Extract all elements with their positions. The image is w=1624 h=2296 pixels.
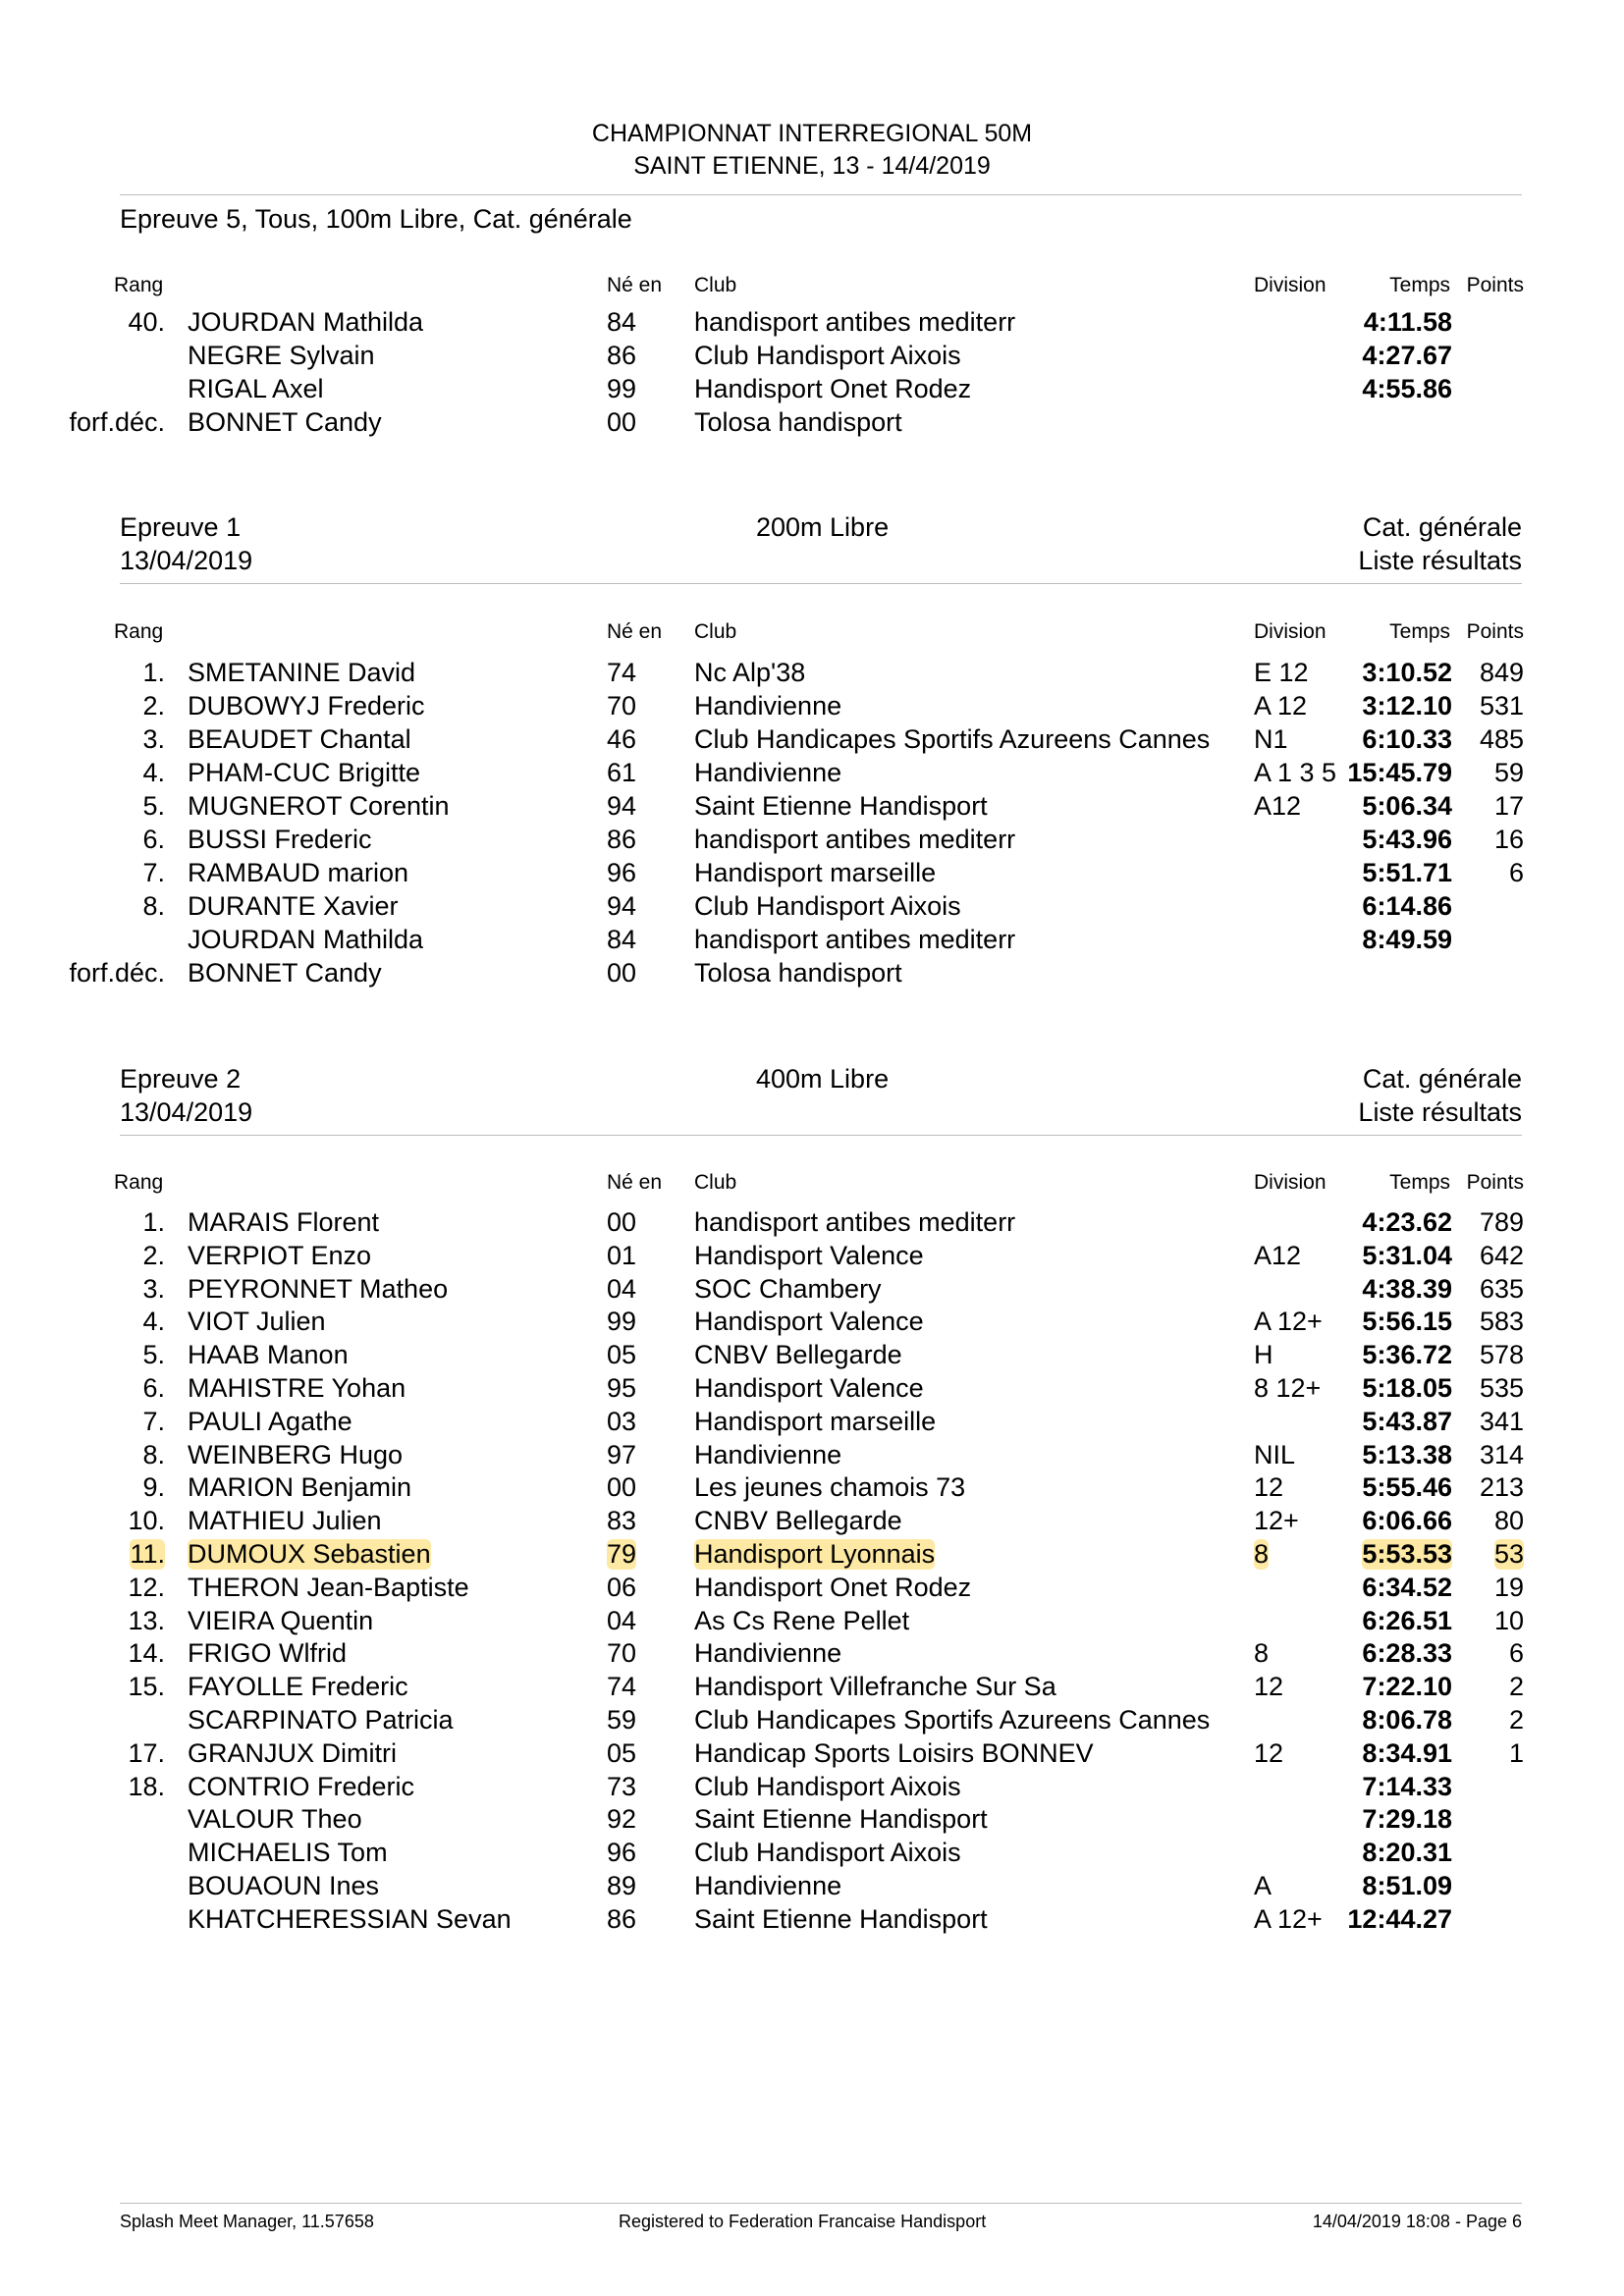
swim-time: 4:11.58 <box>1363 307 1452 337</box>
birth-year: 00 <box>607 1207 637 1237</box>
col-header-club: Club <box>694 620 737 643</box>
birth-year: 61 <box>607 758 637 787</box>
birth-year: 74 <box>607 658 637 687</box>
swim-time: 3:12.10 <box>1362 691 1452 721</box>
division: H <box>1254 1340 1273 1369</box>
club-name: Handisport marseille <box>694 1407 937 1436</box>
table-row <box>0 1804 1624 1838</box>
points: 53 <box>1493 1539 1524 1569</box>
col-header-points: Points <box>1466 1171 1524 1194</box>
athlete-name: VALOUR Theo <box>188 1804 362 1834</box>
division: 12 <box>1254 1672 1284 1701</box>
birth-year: 92 <box>607 1804 637 1834</box>
result-rank: 2. <box>142 1241 165 1270</box>
table-row <box>0 925 1624 958</box>
col-header-points: Points <box>1466 274 1524 296</box>
club-name: Club Handisport Aixois <box>694 891 961 921</box>
meet-location-date: SAINT ETIENNE, 13 - 14/4/2019 <box>633 152 991 180</box>
swim-time: 6:28.33 <box>1362 1638 1452 1668</box>
athlete-name: MAHISTRE Yohan <box>188 1373 406 1403</box>
division: N1 <box>1254 724 1288 754</box>
athlete-name: KHATCHERESSIAN Sevan <box>188 1904 512 1934</box>
col-header-division: Division <box>1254 620 1326 643</box>
athlete-name: FAYOLLE Frederic <box>188 1672 408 1701</box>
division: A12 <box>1254 1241 1302 1270</box>
athlete-name: BONNET Candy <box>188 407 382 437</box>
swim-time: 8:34.91 <box>1362 1738 1452 1768</box>
swim-time: 5:56.15 <box>1362 1307 1452 1336</box>
col-header-club: Club <box>694 274 737 296</box>
result-rank: 14. <box>128 1638 165 1668</box>
col-header-birth: Né en <box>607 620 663 643</box>
athlete-name: FRIGO Wlfrid <box>188 1638 347 1668</box>
swim-time: 7:29.18 <box>1362 1804 1452 1834</box>
table-row <box>0 1838 1624 1871</box>
table-row <box>0 1407 1624 1440</box>
athlete-name: PEYRONNET Matheo <box>188 1274 449 1304</box>
club-name: Tolosa handisport <box>694 958 902 988</box>
event5-heading: Epreuve 5, Tous, 100m Libre, Cat. générale <box>120 204 632 234</box>
athlete-name: MARION Benjamin <box>188 1472 412 1502</box>
club-name: Handivienne <box>694 758 842 787</box>
table-row <box>0 825 1624 858</box>
table-row <box>0 341 1624 374</box>
division: A <box>1254 1871 1272 1900</box>
club-name: handisport antibes mediterr <box>694 925 1016 954</box>
division: 8 <box>1254 1638 1270 1668</box>
birth-year: 05 <box>607 1738 637 1768</box>
swim-time: 12:44.27 <box>1347 1904 1452 1934</box>
result-rank: 5. <box>142 1340 165 1369</box>
result-rank: 10. <box>128 1506 165 1535</box>
points: 10 <box>1493 1606 1524 1635</box>
athlete-name: VIOT Julien <box>188 1307 326 1336</box>
col-header-club: Club <box>694 1171 737 1194</box>
swim-time: 4:27.67 <box>1362 341 1452 370</box>
swim-time: 8:06.78 <box>1362 1705 1452 1735</box>
birth-year: 95 <box>607 1373 637 1403</box>
title-divider <box>120 194 1522 195</box>
table-row <box>0 691 1624 724</box>
birth-year: 99 <box>607 1307 637 1336</box>
result-rank: 3. <box>142 724 165 754</box>
division: A 12+ <box>1254 1904 1323 1934</box>
swim-time: 7:14.33 <box>1362 1772 1452 1801</box>
result-rank: 8. <box>142 891 165 921</box>
athlete-name: GRANJUX Dimitri <box>188 1738 397 1768</box>
col-header-birth: Né en <box>607 274 663 296</box>
table-row <box>0 758 1624 791</box>
result-rank: 11. <box>130 1539 165 1569</box>
event2-label: Epreuve 2 <box>120 1064 242 1094</box>
points: 789 <box>1479 1207 1524 1237</box>
club-name: Nc Alp'38 <box>694 658 806 687</box>
club-name: CNBV Bellegarde <box>694 1340 902 1369</box>
col-header-time: Temps <box>1389 620 1450 643</box>
birth-year: 94 <box>607 791 637 821</box>
athlete-name: BONNET Candy <box>188 958 382 988</box>
swim-time: 8:20.31 <box>1362 1838 1452 1867</box>
points: 583 <box>1479 1307 1524 1336</box>
col-header-rank: Rang <box>114 620 164 643</box>
division: A12 <box>1254 791 1302 821</box>
event2-race: 400m Libre <box>756 1064 890 1094</box>
result-rank: 6. <box>142 825 165 854</box>
athlete-name: BUSSI Frederic <box>188 825 372 854</box>
col-header-division: Division <box>1254 274 1326 296</box>
table-row <box>0 724 1624 758</box>
birth-year: 70 <box>607 1638 637 1668</box>
birth-year: 99 <box>607 374 637 403</box>
result-rank: 2. <box>142 691 165 721</box>
col-header-points: Points <box>1466 620 1524 643</box>
club-name: Handisport marseille <box>694 858 937 887</box>
club-name: Club Handisport Aixois <box>694 1772 961 1801</box>
result-rank: 7. <box>142 858 165 887</box>
birth-year: 86 <box>607 825 637 854</box>
swim-time: 5:36.72 <box>1362 1340 1452 1369</box>
table-row <box>0 658 1624 691</box>
athlete-name: WEINBERG Hugo <box>188 1440 404 1469</box>
swim-time: 8:51.09 <box>1362 1871 1452 1900</box>
division: 12 <box>1254 1738 1284 1768</box>
footer-software: Splash Meet Manager, 11.57658 <box>120 2212 374 2231</box>
birth-year: 06 <box>607 1573 637 1602</box>
table-row <box>0 1274 1624 1308</box>
points: 59 <box>1493 758 1524 787</box>
swim-time: 5:51.71 <box>1362 858 1452 887</box>
division: 8 12+ <box>1254 1373 1322 1403</box>
result-rank: forf.déc. <box>69 958 165 988</box>
table-row <box>0 1573 1624 1606</box>
athlete-name: JOURDAN Mathilda <box>188 307 424 337</box>
event2-date: 13/04/2019 <box>120 1097 253 1127</box>
meet-title: CHAMPIONNAT INTERREGIONAL 50M <box>591 120 1033 147</box>
athlete-name: VIEIRA Quentin <box>188 1606 374 1635</box>
points: 80 <box>1493 1506 1524 1535</box>
table-row <box>0 958 1624 991</box>
birth-year: 00 <box>607 407 637 437</box>
result-rank: 15. <box>128 1672 165 1701</box>
birth-year: 89 <box>607 1871 637 1900</box>
swim-time: 4:38.39 <box>1362 1274 1452 1304</box>
col-header-time: Temps <box>1389 1171 1450 1194</box>
birth-year: 46 <box>607 724 637 754</box>
club-name: Handisport Valence <box>694 1307 924 1336</box>
club-name: Club Handicapes Sportifs Azureens Cannes <box>694 724 1211 754</box>
athlete-name: HAAB Manon <box>188 1340 349 1369</box>
club-name: Club Handisport Aixois <box>694 341 961 370</box>
division: 12 <box>1254 1472 1284 1502</box>
birth-year: 05 <box>607 1340 637 1369</box>
points: 578 <box>1479 1340 1524 1369</box>
points: 485 <box>1479 724 1524 754</box>
result-rank: 13. <box>128 1606 165 1635</box>
result-rank: 18. <box>128 1772 165 1801</box>
result-rank: 8. <box>142 1440 165 1469</box>
birth-year: 94 <box>607 891 637 921</box>
athlete-name: CONTRIO Frederic <box>188 1772 415 1801</box>
event1-race: 200m Libre <box>756 512 890 542</box>
points: 2 <box>1508 1672 1524 1701</box>
swim-time: 6:26.51 <box>1362 1606 1452 1635</box>
points: 635 <box>1479 1274 1524 1304</box>
athlete-name: NEGRE Sylvain <box>188 341 375 370</box>
birth-year: 70 <box>607 691 637 721</box>
swim-time: 5:43.96 <box>1362 825 1452 854</box>
event2-list-type: Liste résultats <box>1358 1097 1522 1127</box>
result-rank: 17. <box>128 1738 165 1768</box>
club-name: handisport antibes mediterr <box>694 307 1016 337</box>
athlete-name: DURANTE Xavier <box>188 891 399 921</box>
swim-time: 5:55.46 <box>1362 1472 1452 1502</box>
birth-year: 97 <box>607 1440 637 1469</box>
swim-time: 6:06.66 <box>1362 1506 1452 1535</box>
birth-year: 79 <box>607 1539 637 1569</box>
col-header-division: Division <box>1254 1171 1326 1194</box>
swim-time: 6:10.33 <box>1362 724 1452 754</box>
birth-year: 96 <box>607 858 637 887</box>
swim-time: 5:31.04 <box>1362 1241 1452 1270</box>
birth-year: 83 <box>607 1506 637 1535</box>
result-rank: 1. <box>142 658 165 687</box>
birth-year: 00 <box>607 1472 637 1502</box>
birth-year: 86 <box>607 341 637 370</box>
points: 213 <box>1479 1472 1524 1502</box>
club-name: Saint Etienne Handisport <box>694 1804 988 1834</box>
table-row <box>0 1472 1624 1506</box>
swim-time: 6:14.86 <box>1362 891 1452 921</box>
table-row <box>0 1672 1624 1705</box>
swim-time: 5:06.34 <box>1362 791 1452 821</box>
table-row <box>0 307 1624 341</box>
birth-year: 84 <box>607 307 637 337</box>
club-name: Saint Etienne Handisport <box>694 1904 988 1934</box>
footer-page-stamp: 14/04/2019 18:08 - Page 6 <box>1312 2212 1522 2231</box>
club-name: Saint Etienne Handisport <box>694 791 988 821</box>
athlete-name: JOURDAN Mathilda <box>188 925 424 954</box>
birth-year: 86 <box>607 1904 637 1934</box>
club-name: Handisport Onet Rodez <box>694 374 972 403</box>
birth-year: 74 <box>607 1672 637 1701</box>
division: NIL <box>1254 1440 1296 1469</box>
col-header-birth: Né en <box>607 1171 663 1194</box>
swim-time: 6:34.52 <box>1362 1573 1452 1602</box>
col-header-time: Temps <box>1389 274 1450 296</box>
table-row <box>0 407 1624 441</box>
table-row <box>0 1606 1624 1639</box>
event2-divider <box>120 1135 1522 1136</box>
club-name: Handisport Villefranche Sur Sa <box>694 1672 1056 1701</box>
club-name: Club Handicapes Sportifs Azureens Cannes <box>694 1705 1211 1735</box>
table-row <box>0 1772 1624 1805</box>
table-row <box>0 1506 1624 1539</box>
athlete-name: PHAM-CUC Brigitte <box>188 758 421 787</box>
points: 19 <box>1493 1573 1524 1602</box>
table-row <box>0 1738 1624 1772</box>
result-rank: 40. <box>128 307 165 337</box>
footer-registered: Registered to Federation Francaise Handisport <box>619 2212 987 2231</box>
result-rank: 5. <box>142 791 165 821</box>
points: 6 <box>1508 858 1524 887</box>
athlete-name: DUMOUX Sebastien <box>188 1539 431 1569</box>
birth-year: 00 <box>607 958 637 988</box>
event1-date: 13/04/2019 <box>120 546 253 575</box>
club-name: Handicap Sports Loisirs BONNEV <box>694 1738 1094 1768</box>
division: E 12 <box>1254 658 1309 687</box>
result-rank: 6. <box>142 1373 165 1403</box>
birth-year: 04 <box>607 1606 637 1635</box>
birth-year: 03 <box>607 1407 637 1436</box>
event1-list-type: Liste résultats <box>1358 546 1522 575</box>
club-name: Handisport Lyonnais <box>694 1539 936 1569</box>
club-name: Handisport Valence <box>694 1373 924 1403</box>
table-row <box>0 1705 1624 1738</box>
table-row <box>0 1440 1624 1473</box>
points: 314 <box>1479 1440 1524 1469</box>
club-name: Handivienne <box>694 691 842 721</box>
club-name: Handivienne <box>694 1871 842 1900</box>
club-name: SOC Chambery <box>694 1274 882 1304</box>
athlete-name: BEAUDET Chantal <box>188 724 411 754</box>
athlete-name: MARAIS Florent <box>188 1207 380 1237</box>
club-name: CNBV Bellegarde <box>694 1506 902 1535</box>
points: 2 <box>1508 1705 1524 1735</box>
division: 12+ <box>1254 1506 1299 1535</box>
athlete-name: THERON Jean-Baptiste <box>188 1573 469 1602</box>
event1-divider <box>120 583 1522 584</box>
table-row <box>0 1373 1624 1407</box>
athlete-name: BOUAOUN Ines <box>188 1871 380 1900</box>
division: A 12 <box>1254 691 1308 721</box>
club-name: handisport antibes mediterr <box>694 1207 1016 1237</box>
division: A 1 3 5 <box>1254 758 1337 787</box>
club-name: Handisport Onet Rodez <box>694 1573 972 1602</box>
club-name: Handivienne <box>694 1440 842 1469</box>
table-row <box>0 374 1624 407</box>
result-rank: 4. <box>142 758 165 787</box>
table-row <box>0 891 1624 925</box>
swim-time: 7:22.10 <box>1362 1672 1452 1701</box>
table-row <box>0 1241 1624 1274</box>
club-name: Tolosa handisport <box>694 407 902 437</box>
birth-year: 59 <box>607 1705 637 1735</box>
result-rank: 7. <box>142 1407 165 1436</box>
swim-time: 3:10.52 <box>1362 658 1452 687</box>
athlete-name: SCARPINATO Patricia <box>188 1705 454 1735</box>
swim-time: 8:49.59 <box>1362 925 1452 954</box>
points: 535 <box>1479 1373 1524 1403</box>
table-row <box>0 1904 1624 1938</box>
event2-category: Cat. générale <box>1362 1064 1522 1094</box>
swim-time: 4:55.86 <box>1362 374 1452 403</box>
club-name: Les jeunes chamois 73 <box>694 1472 966 1502</box>
footer-divider <box>120 2203 1522 2204</box>
club-name: As Cs Rene Pellet <box>694 1606 910 1635</box>
club-name: handisport antibes mediterr <box>694 825 1016 854</box>
table-row <box>0 1340 1624 1373</box>
points: 642 <box>1479 1241 1524 1270</box>
col-header-rank: Rang <box>114 1171 164 1194</box>
swim-time: 5:13.38 <box>1362 1440 1452 1469</box>
swim-time: 5:43.87 <box>1362 1407 1452 1436</box>
points: 1 <box>1508 1738 1524 1768</box>
athlete-name: MICHAELIS Tom <box>188 1838 388 1867</box>
athlete-name: RAMBAUD marion <box>188 858 409 887</box>
athlete-name: VERPIOT Enzo <box>188 1241 372 1270</box>
result-rank: 12. <box>128 1573 165 1602</box>
division: 8 <box>1254 1539 1270 1569</box>
table-row <box>0 1539 1624 1573</box>
athlete-name: MUGNEROT Corentin <box>188 791 450 821</box>
birth-year: 01 <box>607 1241 637 1270</box>
birth-year: 84 <box>607 925 637 954</box>
table-row <box>0 791 1624 825</box>
result-rank: 1. <box>142 1207 165 1237</box>
table-row <box>0 858 1624 891</box>
result-rank: 9. <box>142 1472 165 1502</box>
table-row <box>0 1307 1624 1340</box>
athlete-name: DUBOWYJ Frederic <box>188 691 425 721</box>
table-row <box>0 1638 1624 1672</box>
swim-time: 5:18.05 <box>1362 1373 1452 1403</box>
club-name: Handisport Valence <box>694 1241 924 1270</box>
event1-label: Epreuve 1 <box>120 512 242 542</box>
event1-category: Cat. générale <box>1362 512 1522 542</box>
swim-time: 5:53.53 <box>1362 1539 1452 1569</box>
table-row <box>0 1207 1624 1241</box>
swim-time: 4:23.62 <box>1362 1207 1452 1237</box>
points: 17 <box>1493 791 1524 821</box>
col-header-rank: Rang <box>114 274 164 296</box>
points: 531 <box>1479 691 1524 721</box>
swim-time: 15:45.79 <box>1347 758 1452 787</box>
division: A 12+ <box>1254 1307 1323 1336</box>
points: 16 <box>1493 825 1524 854</box>
athlete-name: RIGAL Axel <box>188 374 324 403</box>
points: 849 <box>1479 658 1524 687</box>
athlete-name: PAULI Agathe <box>188 1407 352 1436</box>
athlete-name: MATHIEU Julien <box>188 1506 382 1535</box>
club-name: Club Handisport Aixois <box>694 1838 961 1867</box>
athlete-name: SMETANINE David <box>188 658 416 687</box>
birth-year: 04 <box>607 1274 637 1304</box>
points: 6 <box>1508 1638 1524 1668</box>
result-rank: forf.déc. <box>69 407 165 437</box>
club-name: Handivienne <box>694 1638 842 1668</box>
table-row <box>0 1871 1624 1904</box>
result-rank: 3. <box>142 1274 165 1304</box>
points: 341 <box>1479 1407 1524 1436</box>
result-rank: 4. <box>142 1307 165 1336</box>
birth-year: 73 <box>607 1772 637 1801</box>
birth-year: 96 <box>607 1838 637 1867</box>
